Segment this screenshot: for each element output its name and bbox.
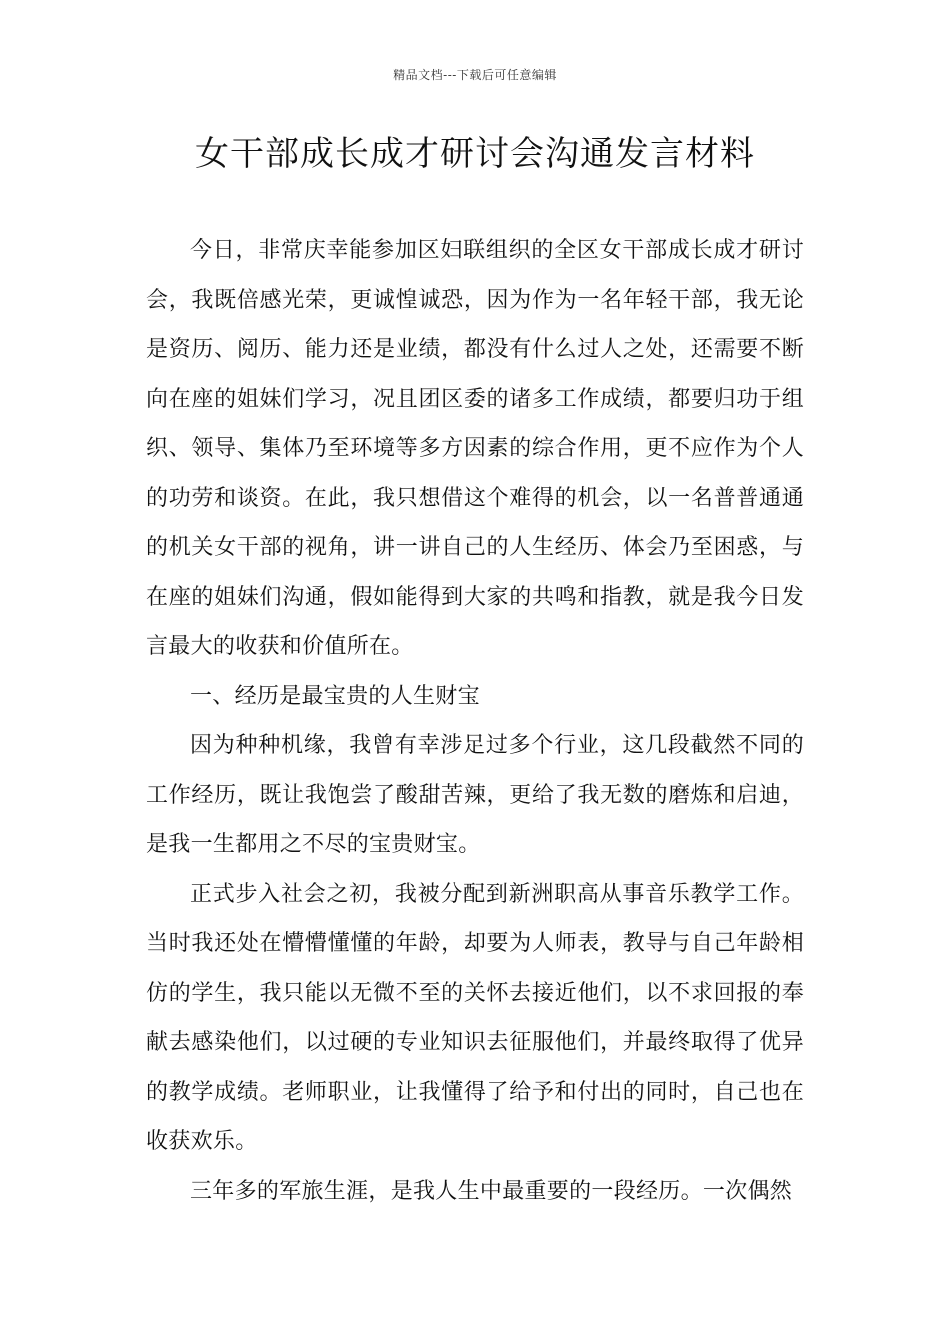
section-heading-1: 一、经历是最宝贵的人生财宝: [190, 683, 480, 709]
paragraph-military: 三年多的军旅生涯，是我人生中最重要的一段经历。一次偶然: [190, 1178, 793, 1204]
paragraph-experience: 因为种种机缘，我曾有幸涉足过多个行业，这几段截然不同的工作经历，既让我饱尝了酸甜苦辣，更给了我无数的磨炼和启迪，是我一生都用之不尽的宝贵财宝。: [146, 733, 804, 857]
document-body: [146, 226, 804, 1216]
document-title: 女干部成长成才研讨会沟通发言材料: [195, 134, 755, 174]
paragraph-intro: 今日，非常庆幸能参加区妇联组织的全区女干部成长成才研讨会，我既倍感光荣，更诚惶诚恐，因为作为一名年轻干部，我无论是资历、阅历、能力还是业绩，都没有什么过人之处，还需要不断向在座的姐妹们学习，况且团区委的诸多工作成绩，都要归功于组织、领导、集体乃至环境等多方因素的综合作用，更不应作为个人的功劳和谈资。在此，我只想借这个难得的机会，以一名普普通通的机关女干部的视角，讲一讲自己的人生经历、体会乃至困惑，与在座的姐妹们沟通，假如能得到大家的共鸣和指教，就是我今日发言最大的收获和价值所在。: [146, 238, 804, 659]
paragraph-teaching: 正式步入社会之初，我被分配到新洲职高从事音乐教学工作。当时我还处在懵懵懂懂的年龄，却要为人师表，教导与自己年龄相仿的学生，我只能以无微不至的关怀去接近他们，以不求回报的奉献去感染他们，以过硬的专业知识去征服他们，并最终取得了优异的教学成绩。老师职业，让我懂得了给予和付出的同时，自己也在收获欢乐。: [146, 881, 804, 1154]
header-note: 精品文档---下载后可任意编辑: [393, 68, 557, 82]
